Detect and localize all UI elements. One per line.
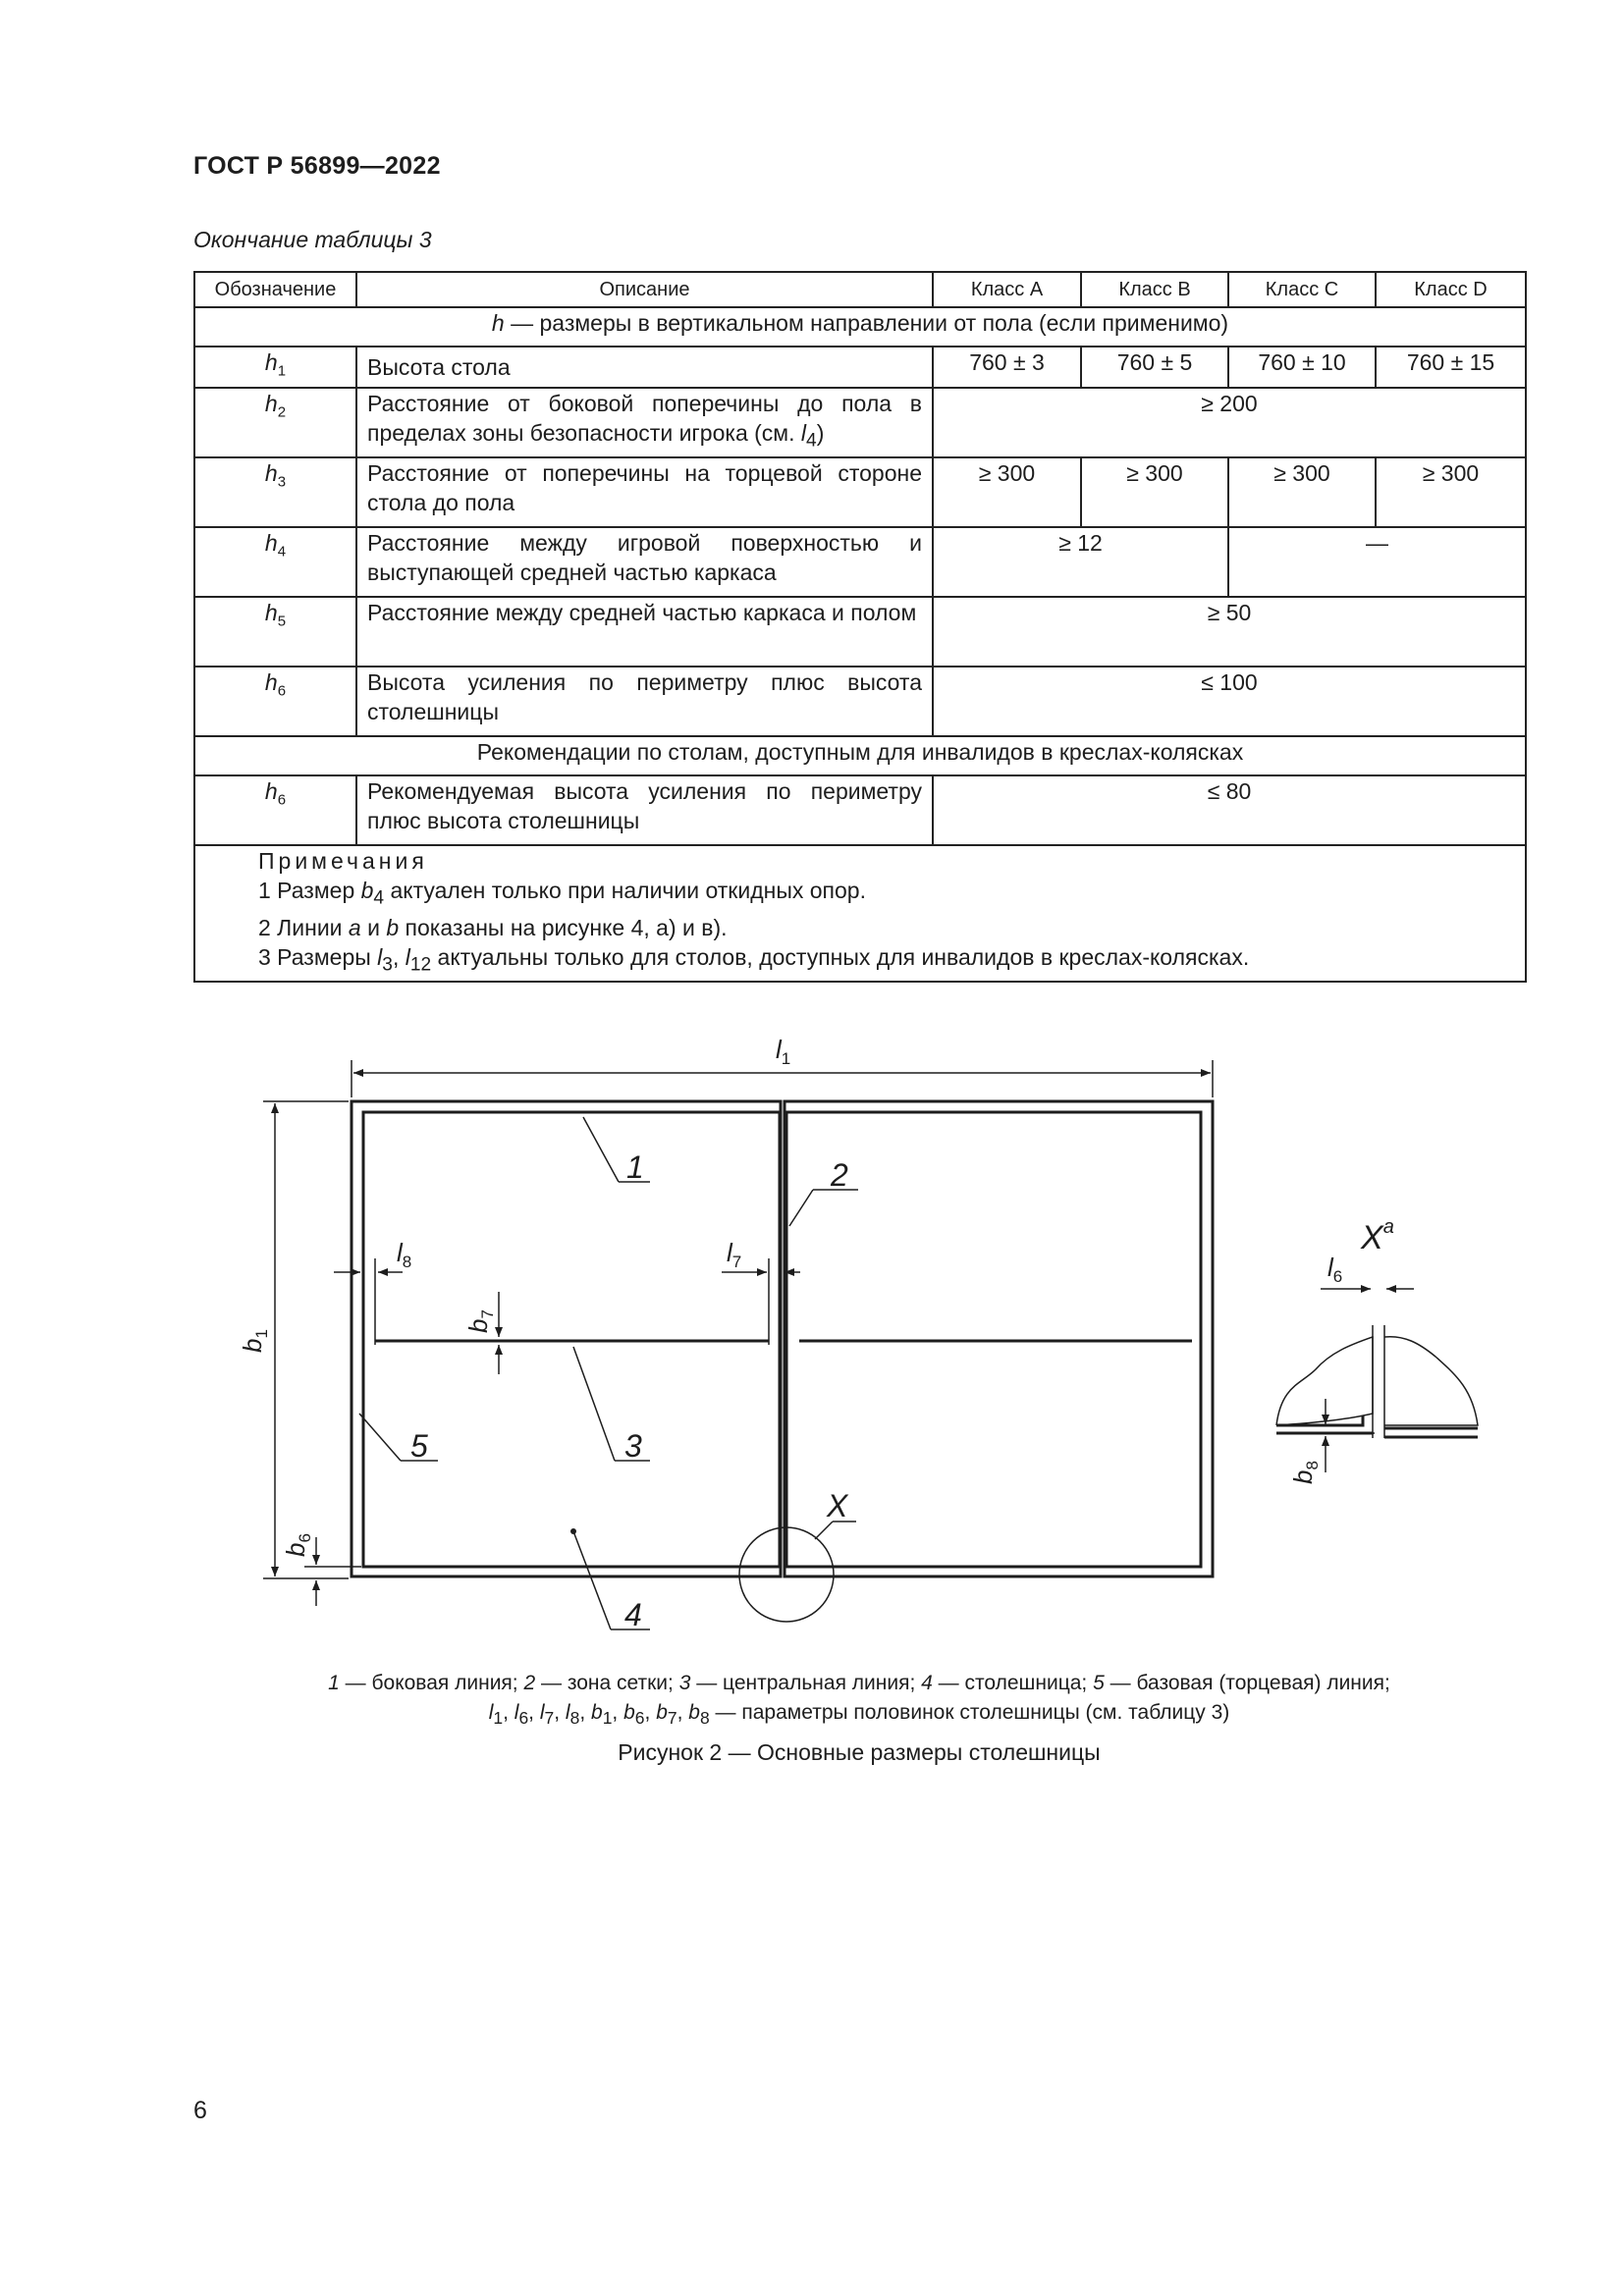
notes-title: Примечания — [258, 847, 428, 874]
column-header: Класс A — [933, 272, 1081, 307]
row-value: ≥ 300 — [1376, 457, 1526, 527]
row-description: Рекомендуемая высота усиления по периметру плюс высота столешницы — [356, 775, 933, 845]
label-l1: $l_1$ — [776, 1035, 791, 1068]
row-symbol: $h_2$ — [194, 388, 356, 457]
callout-2: 2 — [831, 1157, 848, 1193]
row-value: 760 ± 3 — [933, 347, 1081, 388]
page-number: 6 — [193, 2097, 207, 2124]
label-b8: $b_8$ — [1288, 1461, 1322, 1484]
section-wheelchair-heading: Рекомендации по столам, доступным для инвалидов в креслах-колясках — [194, 736, 1526, 775]
row-symbol: $h_3$ — [194, 457, 356, 527]
note-2: 2 Линии a и b показаны на рисунке 4, а) и в). — [258, 915, 728, 941]
column-header: Класс B — [1081, 272, 1228, 307]
row-value: ≤ 100 — [933, 667, 1526, 736]
label-l8: $l_8$ — [397, 1238, 412, 1271]
row-description: Высота стола — [356, 347, 933, 388]
label-x: X — [827, 1488, 848, 1523]
column-header: Класс C — [1228, 272, 1376, 307]
label-l6: $l_6$ — [1327, 1253, 1343, 1286]
row-description: Расстояние от поперечины на торцевой стороне стола до пола — [356, 457, 933, 527]
column-header: Описание — [356, 272, 933, 307]
row-value: 760 ± 10 — [1228, 347, 1376, 388]
row-value: ≥ 12 — [933, 527, 1228, 597]
detail-title: $X^a$ — [1361, 1216, 1394, 1256]
column-header: Обозначение — [194, 272, 356, 307]
note-3: 3 Размеры $l_3$, $l_{12}$ актуальны только для столов, доступных для инвалидов в креслах-колясках. — [258, 944, 1250, 976]
callout-4: 4 — [624, 1597, 642, 1632]
row-symbol: $h_6$ — [194, 775, 356, 845]
row-value: 760 ± 15 — [1376, 347, 1526, 388]
row-description: Высота усиления по периметру плюс высота столешницы — [356, 667, 933, 736]
legend-line-1: 1 — боковая линия; 2 — зона сетки; 3 — центральная линия; 4 — столешница; 5 — базовая (торцевая) линия; — [328, 1672, 1390, 1694]
callout-5: 5 — [410, 1428, 428, 1464]
row-symbol: $h_6$ — [194, 667, 356, 736]
document-code: ГОСТ Р 56899—2022 — [193, 152, 441, 180]
note-1: 1 Размер $b_4$ актуален только при наличии откидных опор. — [258, 877, 866, 909]
row-value: ≥ 300 — [933, 457, 1081, 527]
row-value: — — [1228, 527, 1526, 597]
table-half-left — [352, 1101, 781, 1576]
column-header: Класс D — [1376, 272, 1526, 307]
label-b7: $b_7$ — [463, 1309, 497, 1333]
row-symbol: $h_5$ — [194, 597, 356, 667]
row-symbol: $h_1$ — [194, 347, 356, 388]
row-symbol: $h_4$ — [194, 527, 356, 597]
row-value: ≥ 200 — [933, 388, 1526, 457]
figure-legend — [193, 1669, 1525, 1733]
section-h-heading: h — размеры в вертикальном направлении от пола (если применимо) — [194, 307, 1526, 347]
row-value: ≥ 300 — [1228, 457, 1376, 527]
detail-x-drawing — [1276, 1337, 1373, 1425]
figure-title: Рисунок 2 — Основные размеры столешницы — [618, 1739, 1101, 1765]
row-value: ≥ 50 — [933, 597, 1526, 667]
callout-1: 1 — [626, 1149, 644, 1185]
table-half-right — [785, 1101, 1213, 1576]
row-description: Расстояние от боковой поперечины до пола в пределах зоны безопасности игрока (см. $l_4$) — [356, 388, 933, 457]
row-description: Расстояние между игровой поверхностью и выступающей средней частью каркаса — [356, 527, 933, 597]
callout-3: 3 — [624, 1428, 642, 1464]
legend-line-2: $l_1$, $l_6$, $l_7$, $l_8$, $b_1$, $b_6$, $b_7$, $b_8$ — параметры половинок столешницы (см. таблицу 3) — [488, 1701, 1230, 1729]
row-value: 760 ± 5 — [1081, 347, 1228, 388]
label-l7: $l_7$ — [727, 1238, 742, 1271]
row-value: ≥ 300 — [1081, 457, 1228, 527]
table-caption: Окончание таблицы 3 — [193, 227, 432, 252]
row-value: ≤ 80 — [933, 775, 1526, 845]
label-b1: $b_1$ — [238, 1329, 271, 1353]
row-description: Расстояние между средней частью каркаса и полом — [356, 597, 933, 667]
label-b6: $b_6$ — [281, 1533, 314, 1557]
